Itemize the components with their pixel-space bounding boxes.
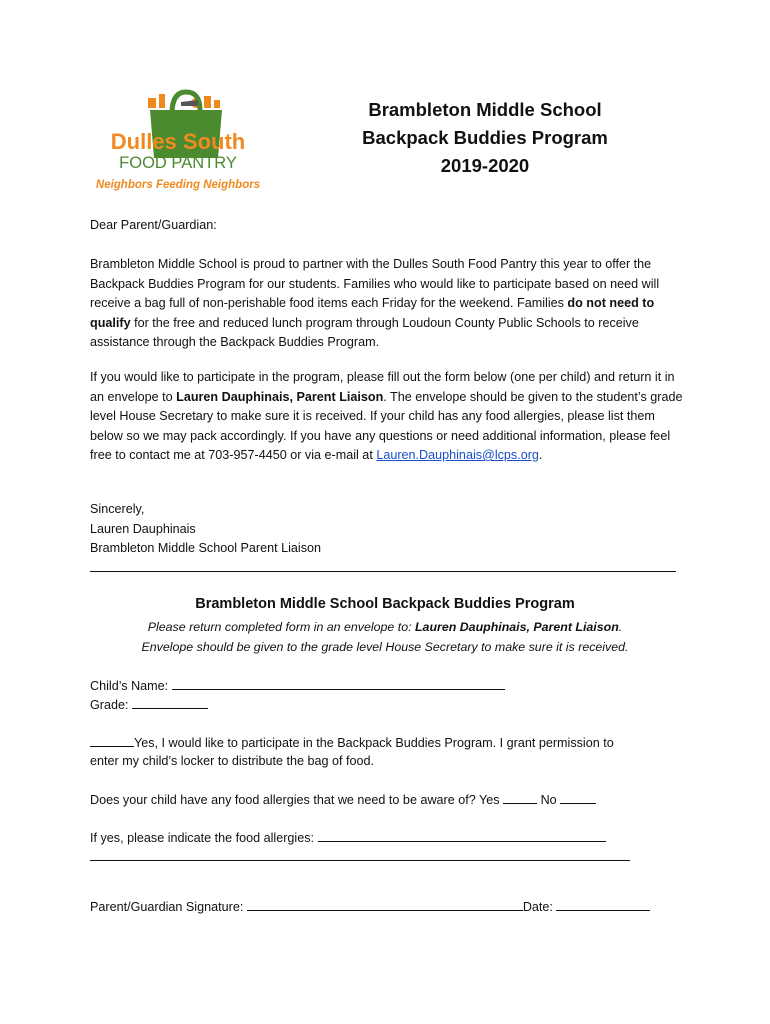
allergy-yes-field[interactable] bbox=[503, 790, 537, 804]
allergy-no-field[interactable] bbox=[560, 790, 596, 804]
email-link[interactable]: Lauren.Dauphinais@lcps.org bbox=[376, 448, 539, 462]
dulles-south-food-pantry-logo bbox=[86, 86, 271, 198]
title-program: Backpack Buddies Program bbox=[362, 127, 608, 148]
child-name-field[interactable] bbox=[172, 676, 505, 690]
allergy-detail-row: If yes, please indicate the food allergies: bbox=[90, 828, 606, 849]
letter-paragraph-2: If you would like to participate in the program, please fill out the form below (one per child) and return it in an envelope to Lauren Dauphinais, Parent Liaison. The envelope should be given to the student’s grade level House Secretary to make sure it is received. If your child has any food allergies, please list them below so we may pack accordingly. If you have any questions or need additional information, please feel free to contact me at 703-957-4450 or via e-mail at Lauren.Dauphinais@lcps.org. bbox=[90, 370, 683, 462]
signature-field[interactable] bbox=[247, 897, 523, 911]
signer-title: Brambleton Middle School Parent Liaison bbox=[90, 541, 322, 555]
allergy-question-row: Does your child have any food allergies that we need to be aware of? Yes No bbox=[90, 790, 596, 811]
section-divider bbox=[90, 571, 676, 572]
letter-signoff bbox=[90, 500, 690, 559]
signer-name: Lauren Dauphinais bbox=[90, 521, 196, 536]
child-name-row: Child’s Name: bbox=[90, 676, 505, 697]
title-year: 2019-2020 bbox=[440, 155, 530, 176]
date-field[interactable] bbox=[556, 897, 650, 911]
allergy-detail-field-2[interactable] bbox=[90, 847, 630, 861]
signature-row: Parent/Guardian Signature: Date: bbox=[90, 897, 650, 918]
form-title: Brambleton Middle School Backpack Buddies Program bbox=[195, 596, 575, 612]
svg-text:Dulles South: Dulles South bbox=[110, 129, 246, 154]
svg-text:Neighbors Feeding Neighbors: Neighbors Feeding Neighbors bbox=[95, 179, 261, 191]
permission-yes-field[interactable] bbox=[90, 733, 134, 747]
svg-text:FOOD PANTRY: FOOD PANTRY bbox=[119, 154, 237, 172]
salutation: Dear Parent/Guardian: bbox=[90, 218, 217, 232]
allergy-detail-row-2 bbox=[90, 847, 630, 868]
document-title bbox=[300, 96, 670, 180]
food-pantry-bag-icon bbox=[86, 86, 271, 198]
grade-row: Grade: bbox=[90, 695, 208, 716]
letter-paragraph-1: Brambleton Middle School is proud to partner with the Dulles South Food Pantry this year to offer the Backpack Buddies Program for our students. Families who would like to participate based on need will receive a bag full of non-perishable food items each Friday for the weekend. Families do not need to qualify for the free and reduced lunch program through Loudoun County Public Schools to receive assistance through the Backpack Buddies Program. bbox=[90, 257, 660, 349]
form-instructions: Please return completed form in an envelope to: Lauren Dauphinais, Parent Liaison. Envelope should be given to the grade level House Secretary to make sure it is received. bbox=[141, 620, 629, 654]
permission-row-2: enter my child’s locker to distribute the bag of food. bbox=[90, 754, 374, 768]
title-school: Brambleton Middle School bbox=[368, 99, 602, 120]
closing: Sincerely, bbox=[90, 502, 145, 516]
grade-field[interactable] bbox=[132, 695, 208, 709]
permission-row: Yes, I would like to participate in the Backpack Buddies Program. I grant permission to bbox=[90, 733, 614, 754]
allergy-detail-field[interactable] bbox=[318, 828, 606, 842]
